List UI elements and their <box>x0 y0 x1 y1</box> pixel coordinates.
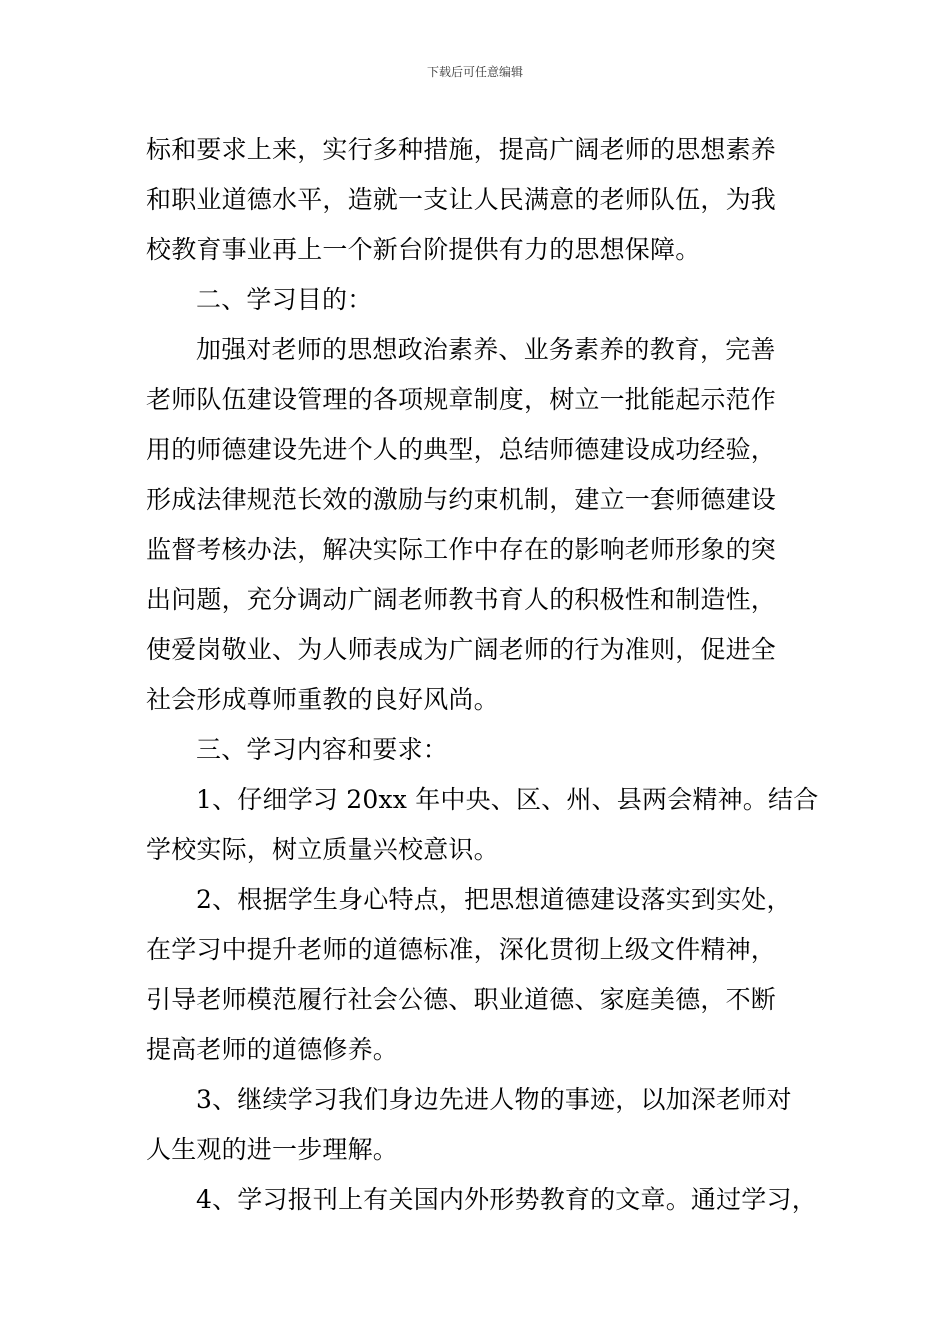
text-line: 校教育事业再上一个新台阶提供有力的思想保障。 <box>146 235 701 264</box>
text-line: 标和要求上来，实行多种措施，提高广阔老师的思想素养 <box>146 135 777 164</box>
text-line: 在学习中提升老师的道德标准，深化贯彻上级文件精神， <box>146 935 777 964</box>
text-line: 引导老师模范履行社会公德、职业道德、家庭美德，不断 <box>146 985 777 1014</box>
text-line: 提高老师的道德修养。 <box>146 1035 399 1064</box>
text-line: 老师队伍建设管理的各项规章制度，树立一批能起示范作 <box>146 385 777 414</box>
page-header-note: 下载后可任意编辑 <box>426 65 523 79</box>
text-line: 用的师德建设先进个人的典型，总结师德建设成功经验， <box>146 435 777 464</box>
text-line: 监督考核办法，解决实际工作中存在的影响老师形象的突 <box>146 535 777 564</box>
text-line: 学校实际，树立质量兴校意识。 <box>146 835 499 864</box>
text-line: 形成法律规范长效的激励与约束机制，建立一套师德建设 <box>146 485 777 514</box>
text-line: 使爱岗敬业、为人师表成为广阔老师的行为准则，促进全 <box>146 635 777 664</box>
text-line: 3、继续学习我们身边先进人物的事迹，以加深老师对 <box>196 1085 792 1114</box>
text-line: 2、根据学生身心特点，把思想道德建设落实到实处， <box>196 885 792 914</box>
text-line: 1、仔细学习 20xx 年中央、区、州、县两会精神。结合 <box>196 785 819 814</box>
section-heading: 二、学习目的： <box>196 285 373 314</box>
text-line: 社会形成尊师重教的良好风尚。 <box>146 685 499 714</box>
text-line: 和职业道德水平，造就一支让人民满意的老师队伍，为我 <box>146 185 777 214</box>
text-line: 人生观的进一步理解。 <box>146 1135 399 1164</box>
text-line: 加强对老师的思想政治素养、业务素养的教育，完善 <box>196 335 776 364</box>
document-body <box>146 125 819 1225</box>
text-line: 出问题，充分调动广阔老师教书育人的积极性和制造性， <box>146 585 777 614</box>
section-heading: 三、学习内容和要求： <box>196 735 449 764</box>
text-line: 4、学习报刊上有关国内外形势教育的文章。通过学习， <box>196 1185 817 1214</box>
